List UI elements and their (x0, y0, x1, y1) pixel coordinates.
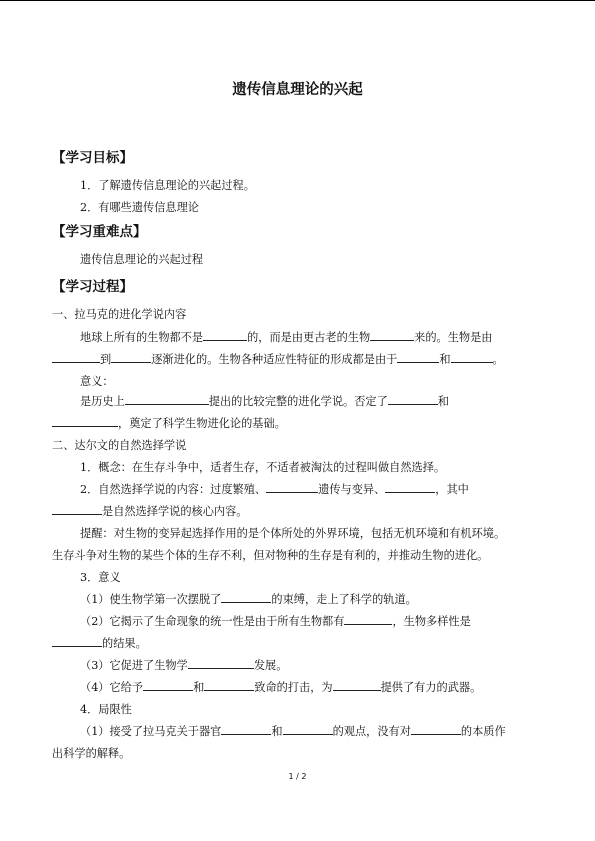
text-line: 1．概念：在生存斗争中，适者生存，不适者被淘汰的过程叫做自然选择。 (80, 461, 446, 474)
blank (125, 394, 209, 405)
section-title: 一、拉马克的进化学说内容 (52, 308, 187, 321)
text-line: 提醒：对生物的变异起选择作用的是个体所处的外界环境，包括无机环境和有机环境。 (80, 527, 506, 540)
keypoints-text: 遗传信息理论的兴起过程 (80, 253, 204, 266)
text-line: （1）接受了拉马克关于器官 和 的观点，没有对 的本质作 (80, 725, 506, 738)
blank (266, 482, 318, 493)
blank (451, 352, 493, 363)
text-line: 是历史上 提出的比较完整的进化学说。否定了 和 (80, 395, 449, 408)
text-line: ，奠定了科学生物进化论的基础。 (52, 415, 286, 431)
blank (344, 614, 392, 625)
text-line: （3）它促进了生物学 发展。 (80, 659, 288, 672)
text-line: （4）它给予 和 致命的打击，为 提供了有力的武器。 (80, 681, 482, 694)
text-line: 2．自然选择学说的内容：过度繁殖、 遗传与变异、 ，其中 (80, 483, 469, 496)
blank (52, 416, 118, 427)
text-line: 出科学的解释。 (52, 747, 131, 760)
text-line: 到 逐渐进化的。生物各种适应性特征的形成都是由于 和 。 (52, 351, 504, 367)
blank (52, 352, 100, 363)
blank (385, 482, 435, 493)
blank (221, 724, 271, 735)
blank (188, 658, 254, 669)
keypoints-heading: 【学习重难点】 (52, 224, 147, 240)
blank (52, 504, 102, 515)
blank (221, 592, 271, 603)
top-border-line (0, 0, 595, 1)
text-line: （2）它揭示了生命现象的统一性是由于所有生物都有 ，生物多样性是 (80, 615, 471, 628)
text-line: 的结果。 (52, 635, 147, 651)
text-line: （1）使生物学第一次摆脱了 的束缚，走上了科学的轨道。 (80, 593, 417, 606)
meaning-label: 意义： (80, 375, 114, 388)
text-line: 是自然选择学说的核心内容。 (52, 503, 247, 519)
subsection-title: 3．意义 (80, 571, 121, 584)
section-title: 二、达尔文的自然选择学说 (52, 439, 187, 452)
blank (397, 352, 439, 363)
blank (204, 680, 254, 691)
process-heading: 【学习过程】 (52, 279, 133, 295)
blank (203, 330, 247, 341)
subsection-title: 4．局限性 (80, 703, 132, 716)
blank (111, 352, 151, 363)
page-title: 遗传信息理论的兴起 (232, 82, 363, 98)
blank (411, 724, 461, 735)
objectives-heading: 【学习目标】 (52, 150, 133, 166)
blank (143, 680, 193, 691)
objective-item: 2．有哪些遗传信息理论 (80, 201, 199, 214)
text-line: 地球上所有的生物都不是 的，而是由更古老的生物 来的。生物是由 (80, 331, 493, 344)
text-line: 生存斗争对生物的某些个体的生存不利，但对物种的生存是有利的，并推动生物的进化。 (52, 549, 489, 562)
blank (388, 394, 438, 405)
objective-item: 1．了解遗传信息理论的兴起过程。 (80, 179, 255, 192)
page-number: 1 / 2 (288, 772, 307, 781)
blank (333, 680, 381, 691)
blank (370, 330, 414, 341)
blank (52, 636, 102, 647)
blank (283, 724, 333, 735)
